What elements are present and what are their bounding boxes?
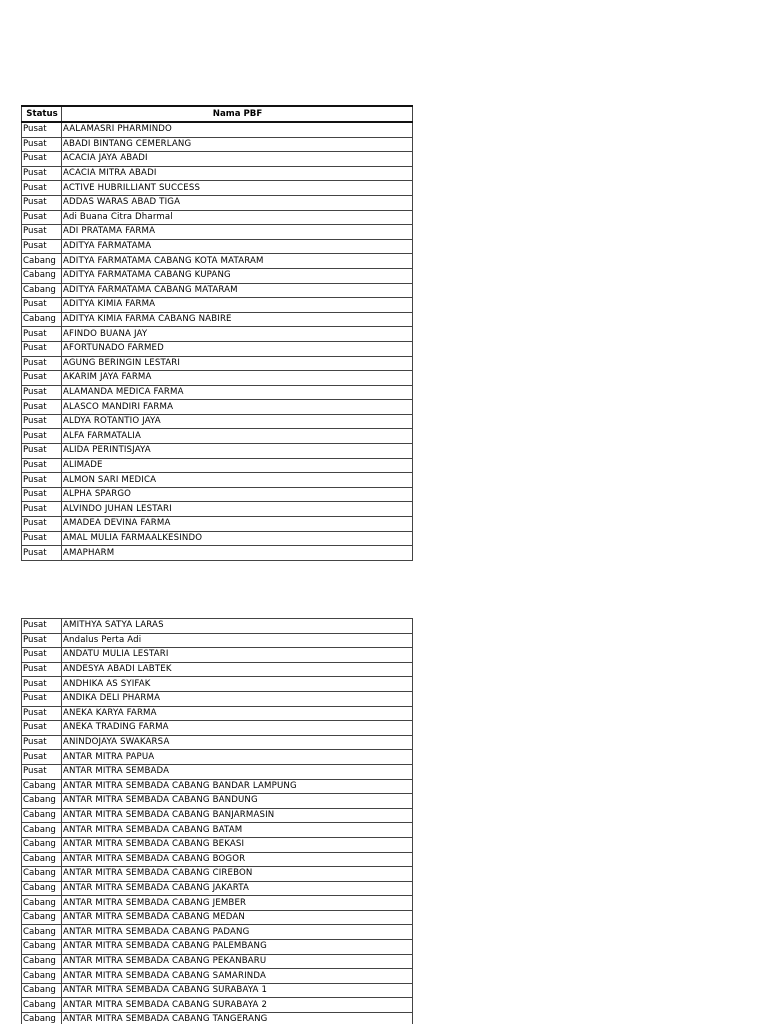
table-row xyxy=(22,429,413,444)
status-cell: Cabang xyxy=(22,998,62,1013)
nama-pbf-cell: AMAL MULIA FARMAALKESINDO xyxy=(62,531,413,546)
status-cell: Pusat xyxy=(22,429,62,444)
nama-pbf-cell: ABADI BINTANG CEMERLANG xyxy=(62,137,413,152)
nama-pbf-cell: ANDIKA DELI PHARMA xyxy=(62,691,413,706)
status-cell: Cabang xyxy=(22,312,62,327)
nama-pbf-cell: AFINDO BUANA JAY xyxy=(62,327,413,342)
status-cell: Pusat xyxy=(22,619,62,634)
status-cell: Pusat xyxy=(22,546,62,561)
status-cell: Cabang xyxy=(22,823,62,838)
status-cell: Pusat xyxy=(22,458,62,473)
status-cell: Cabang xyxy=(22,896,62,911)
table-row xyxy=(22,312,413,327)
nama-pbf-cell: ANTAR MITRA SEMBADA CABANG JAKARTA xyxy=(62,881,413,896)
nama-pbf-cell: ALPHA SPARGO xyxy=(62,487,413,502)
nama-pbf-cell: ADITYA FARMATAMA xyxy=(62,239,413,254)
status-cell: Pusat xyxy=(22,137,62,152)
table-row xyxy=(22,239,413,254)
nama-pbf-cell: ADITYA KIMIA FARMA xyxy=(62,298,413,313)
table-row xyxy=(22,371,413,386)
table-row xyxy=(22,910,413,925)
table-row xyxy=(22,1013,413,1024)
table-row xyxy=(22,137,413,152)
nama-pbf-cell: Andalus Perta Adi xyxy=(62,633,413,648)
table-row xyxy=(22,225,413,240)
table-row xyxy=(22,254,413,269)
status-cell: Cabang xyxy=(22,881,62,896)
nama-pbf-cell: ALIDA PERINTISJAYA xyxy=(62,444,413,459)
nama-pbf-cell: AMITHYA SATYA LARAS xyxy=(62,619,413,634)
status-cell: Pusat xyxy=(22,414,62,429)
table-body xyxy=(22,619,413,1024)
nama-pbf-cell: ANINDOJAYA SWAKARSA xyxy=(62,735,413,750)
table-row xyxy=(22,327,413,342)
status-cell: Cabang xyxy=(22,283,62,298)
nama-pbf-cell: ANDATU MULIA LESTARI xyxy=(62,648,413,663)
status-cell: Pusat xyxy=(22,210,62,225)
nama-pbf-cell: ADITYA FARMATAMA CABANG KOTA MATARAM xyxy=(62,254,413,269)
table-row xyxy=(22,414,413,429)
nama-pbf-cell: ADI PRATAMA FARMA xyxy=(62,225,413,240)
nama-pbf-cell: AFORTUNADO FARMED xyxy=(62,341,413,356)
status-cell: Pusat xyxy=(22,239,62,254)
status-cell: Pusat xyxy=(22,356,62,371)
table-header-row xyxy=(22,106,413,122)
nama-pbf-cell: ALMON SARI MEDICA xyxy=(62,473,413,488)
nama-pbf-cell: ANTAR MITRA SEMBADA CABANG SURABAYA 1 xyxy=(62,983,413,998)
nama-pbf-cell: AALAMASRI PHARMINDO xyxy=(62,122,413,137)
table-row xyxy=(22,181,413,196)
table-row xyxy=(22,998,413,1013)
table-row xyxy=(22,444,413,459)
nama-pbf-cell: ANTAR MITRA SEMBADA CABANG PALEMBANG xyxy=(62,940,413,955)
table-row xyxy=(22,152,413,167)
table-row xyxy=(22,662,413,677)
table-row xyxy=(22,794,413,809)
status-cell: Cabang xyxy=(22,910,62,925)
table-row xyxy=(22,706,413,721)
nama-pbf-cell: ANTAR MITRA SEMBADA CABANG BANJARMASIN xyxy=(62,808,413,823)
table-row xyxy=(22,268,413,283)
nama-pbf-cell: ANDHIKA AS SYIFAK xyxy=(62,677,413,692)
table-row xyxy=(22,210,413,225)
status-cell: Pusat xyxy=(22,517,62,532)
status-cell: Cabang xyxy=(22,1013,62,1024)
status-cell: Pusat xyxy=(22,327,62,342)
table-row xyxy=(22,502,413,517)
nama-pbf-cell: ANTAR MITRA SEMBADA CABANG PEKANBARU xyxy=(62,954,413,969)
status-cell: Pusat xyxy=(22,473,62,488)
nama-pbf-cell: ANTAR MITRA SEMBADA CABANG CIREBON xyxy=(62,867,413,882)
nama-pbf-cell: ALIMADE xyxy=(62,458,413,473)
status-cell: Pusat xyxy=(22,385,62,400)
nama-pbf-cell: ADITYA FARMATAMA CABANG KUPANG xyxy=(62,268,413,283)
status-cell: Cabang xyxy=(22,867,62,882)
status-cell: Pusat xyxy=(22,662,62,677)
nama-pbf-cell: ALVINDO JUHAN LESTARI xyxy=(62,502,413,517)
table-row xyxy=(22,881,413,896)
status-cell: Pusat xyxy=(22,764,62,779)
status-cell: Pusat xyxy=(22,502,62,517)
status-cell: Pusat xyxy=(22,706,62,721)
status-cell: Cabang xyxy=(22,254,62,269)
nama-pbf-cell: ANTAR MITRA SEMBADA CABANG BEKASI xyxy=(62,837,413,852)
status-cell: Cabang xyxy=(22,852,62,867)
status-cell: Cabang xyxy=(22,983,62,998)
nama-pbf-cell: ANEKA KARYA FARMA xyxy=(62,706,413,721)
status-cell: Pusat xyxy=(22,677,62,692)
status-cell: Pusat xyxy=(22,691,62,706)
status-cell: Pusat xyxy=(22,531,62,546)
table-row xyxy=(22,283,413,298)
table-row xyxy=(22,400,413,415)
table-row xyxy=(22,473,413,488)
status-column-header: Status xyxy=(22,106,62,122)
nama-pbf-cell: AMADEA DEVINA FARMA xyxy=(62,517,413,532)
pbf-table-page-1 xyxy=(21,105,413,561)
table-row xyxy=(22,823,413,838)
nama-pbf-cell: ANDESYA ABADI LABTEK xyxy=(62,662,413,677)
status-cell: Pusat xyxy=(22,122,62,137)
nama-pbf-cell: ACACIA JAYA ABADI xyxy=(62,152,413,167)
status-cell: Pusat xyxy=(22,298,62,313)
nama-pbf-cell: AMAPHARM xyxy=(62,546,413,561)
table-row xyxy=(22,677,413,692)
nama-pbf-cell: ANTAR MITRA SEMBADA CABANG BOGOR xyxy=(62,852,413,867)
status-cell: Pusat xyxy=(22,633,62,648)
status-cell: Cabang xyxy=(22,794,62,809)
status-cell: Pusat xyxy=(22,195,62,210)
nama-pbf-cell: AGUNG BERINGIN LESTARI xyxy=(62,356,413,371)
nama-pbf-cell: ANTAR MITRA SEMBADA CABANG BANDAR LAMPUNG xyxy=(62,779,413,794)
table-row xyxy=(22,691,413,706)
table-row xyxy=(22,852,413,867)
table-row xyxy=(22,808,413,823)
status-cell: Pusat xyxy=(22,371,62,386)
nama-pbf-cell: ADDAS WARAS ABAD TIGA xyxy=(62,195,413,210)
nama-pbf-cell: ANTAR MITRA SEMBADA CABANG SURABAYA 2 xyxy=(62,998,413,1013)
nama-pbf-cell: Adi Buana Citra Dharmal xyxy=(62,210,413,225)
table-row xyxy=(22,764,413,779)
table-row xyxy=(22,122,413,137)
table-row xyxy=(22,166,413,181)
table-row xyxy=(22,195,413,210)
status-cell: Cabang xyxy=(22,925,62,940)
nama-pbf-cell: ANTAR MITRA SEMBADA xyxy=(62,764,413,779)
nama-pbf-cell: ADITYA KIMIA FARMA CABANG NABIRE xyxy=(62,312,413,327)
status-cell: Pusat xyxy=(22,152,62,167)
status-cell: Pusat xyxy=(22,181,62,196)
table-row xyxy=(22,487,413,502)
nama-pbf-cell: ALFA FARMATALIA xyxy=(62,429,413,444)
nama-pbf-cell: ADITYA FARMATAMA CABANG MATARAM xyxy=(62,283,413,298)
nama-pbf-cell: ANTAR MITRA SEMBADA CABANG SAMARINDA xyxy=(62,969,413,984)
nama-pbf-cell: ANTAR MITRA SEMBADA CABANG BANDUNG xyxy=(62,794,413,809)
status-cell: Pusat xyxy=(22,444,62,459)
status-cell: Cabang xyxy=(22,837,62,852)
table-row xyxy=(22,954,413,969)
table-row xyxy=(22,517,413,532)
status-cell: Pusat xyxy=(22,735,62,750)
status-cell: Pusat xyxy=(22,400,62,415)
status-cell: Pusat xyxy=(22,648,62,663)
table-row xyxy=(22,721,413,736)
table-row xyxy=(22,298,413,313)
nama-pbf-cell: AKARIM JAYA FARMA xyxy=(62,371,413,386)
nama-pbf-cell: ANEKA TRADING FARMA xyxy=(62,721,413,736)
table-row xyxy=(22,619,413,634)
status-cell: Pusat xyxy=(22,721,62,736)
status-cell: Pusat xyxy=(22,225,62,240)
status-cell: Cabang xyxy=(22,940,62,955)
table-row xyxy=(22,983,413,998)
nama-pbf-cell: ALASCO MANDIRI FARMA xyxy=(62,400,413,415)
nama-pbf-cell: ACTIVE HUBRILLIANT SUCCESS xyxy=(62,181,413,196)
table-row xyxy=(22,356,413,371)
pbf-table-page-2 xyxy=(21,618,413,1024)
table-row xyxy=(22,750,413,765)
table-row xyxy=(22,837,413,852)
status-cell: Pusat xyxy=(22,750,62,765)
status-cell: Cabang xyxy=(22,808,62,823)
table-row xyxy=(22,458,413,473)
status-cell: Cabang xyxy=(22,954,62,969)
status-cell: Pusat xyxy=(22,341,62,356)
nama-pbf-cell: ANTAR MITRA PAPUA xyxy=(62,750,413,765)
nama-pbf-column-header: Nama PBF xyxy=(62,106,413,122)
nama-pbf-cell: ANTAR MITRA SEMBADA CABANG PADANG xyxy=(62,925,413,940)
nama-pbf-cell: ANTAR MITRA SEMBADA CABANG MEDAN xyxy=(62,910,413,925)
table-body xyxy=(22,122,413,560)
status-cell: Cabang xyxy=(22,969,62,984)
table-row xyxy=(22,969,413,984)
table-row xyxy=(22,925,413,940)
status-cell: Cabang xyxy=(22,268,62,283)
status-cell: Cabang xyxy=(22,779,62,794)
table-row xyxy=(22,531,413,546)
table-row xyxy=(22,648,413,663)
nama-pbf-cell: ACACIA MITRA ABADI xyxy=(62,166,413,181)
nama-pbf-cell: ANTAR MITRA SEMBADA CABANG TANGERANG xyxy=(62,1013,413,1024)
table-row xyxy=(22,779,413,794)
table-row xyxy=(22,385,413,400)
table-row xyxy=(22,867,413,882)
status-cell: Pusat xyxy=(22,487,62,502)
nama-pbf-cell: ALDYA ROTANTIO JAYA xyxy=(62,414,413,429)
table-row xyxy=(22,896,413,911)
table-row xyxy=(22,735,413,750)
nama-pbf-cell: ANTAR MITRA SEMBADA CABANG JEMBER xyxy=(62,896,413,911)
table-row xyxy=(22,341,413,356)
table-row xyxy=(22,940,413,955)
status-cell: Pusat xyxy=(22,166,62,181)
nama-pbf-cell: ALAMANDA MEDICA FARMA xyxy=(62,385,413,400)
nama-pbf-cell: ANTAR MITRA SEMBADA CABANG BATAM xyxy=(62,823,413,838)
table-row xyxy=(22,633,413,648)
table-row xyxy=(22,546,413,561)
